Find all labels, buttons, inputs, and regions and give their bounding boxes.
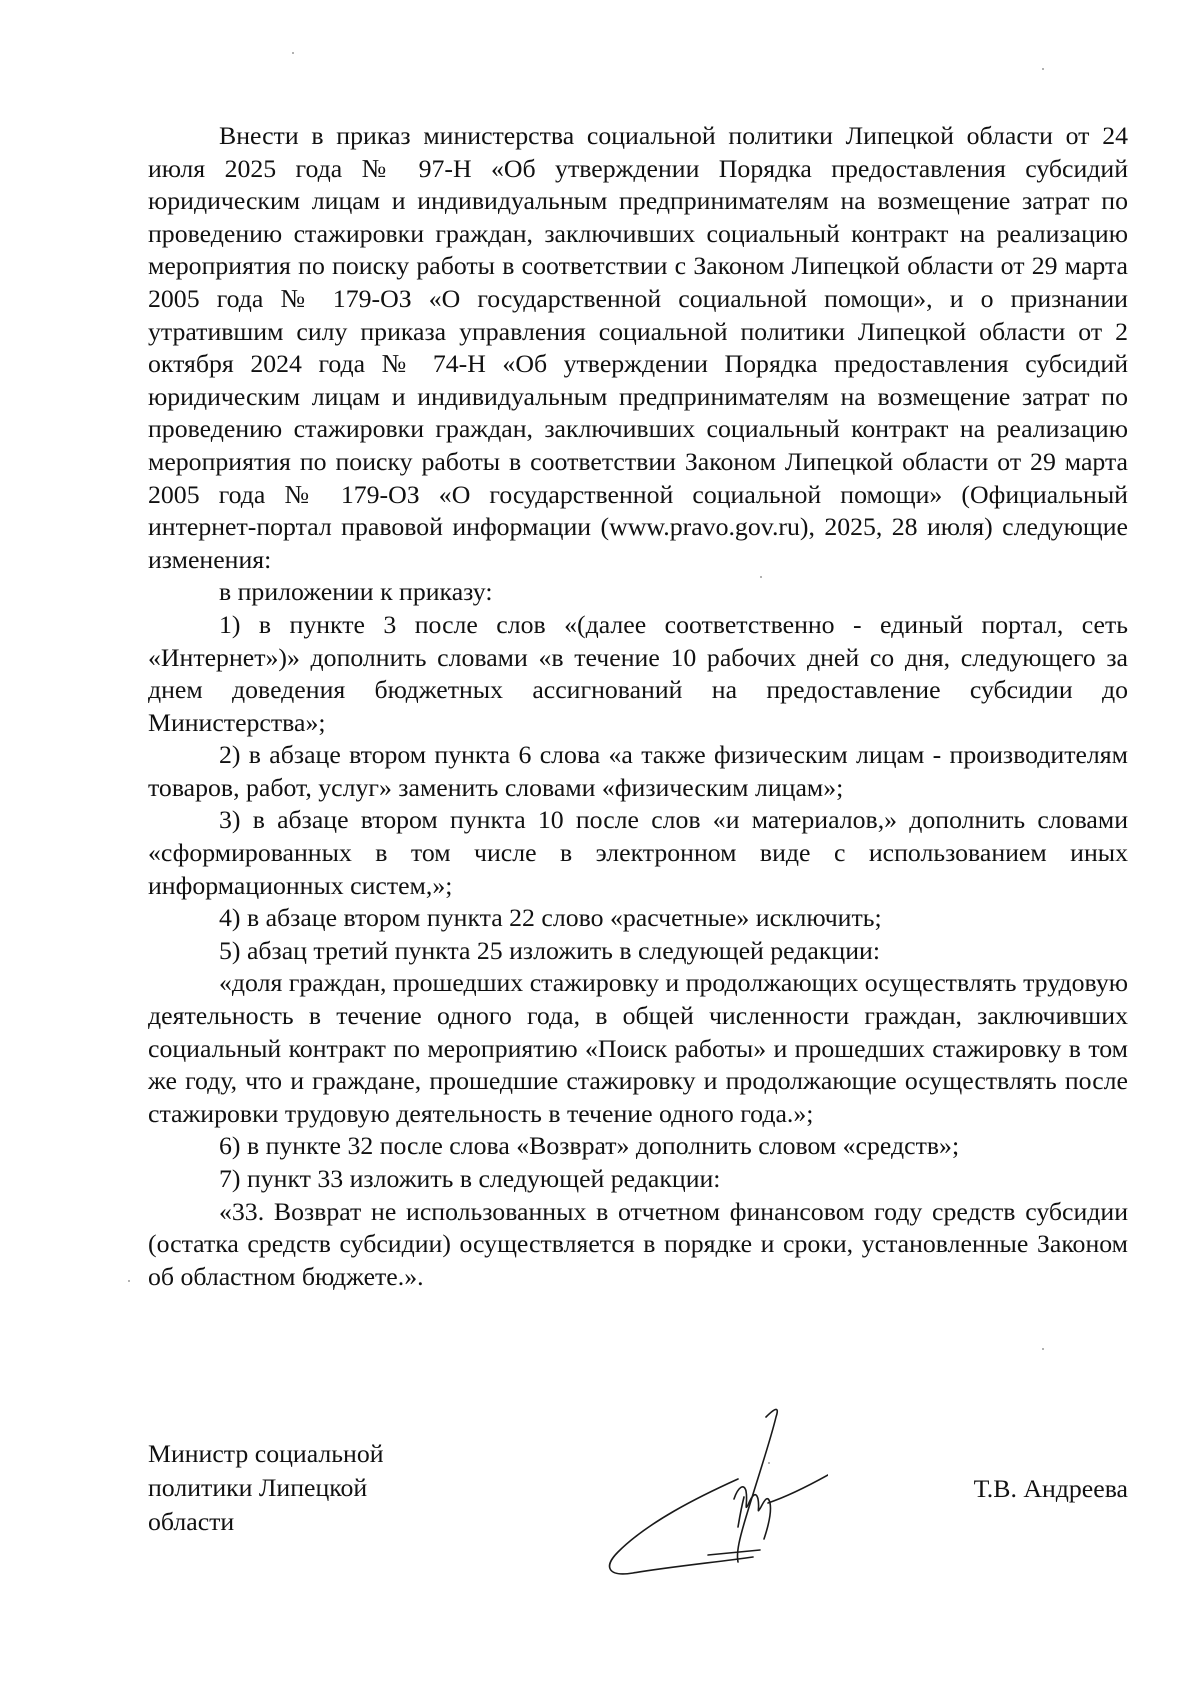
scan-speck	[292, 52, 294, 54]
scan-speck	[128, 1280, 130, 1282]
amendment-item-7-text: «33. Возврат не использованных в отчетном финансовом году средств субсидии (остатка средств субсидии) осуществляется в порядке и сроки, установленные Законом об областном бюджете.».	[148, 1196, 1128, 1291]
scan-speck	[1042, 1348, 1044, 1350]
scan-speck	[760, 576, 762, 578]
signer-title-line: Министр социальной	[148, 1439, 384, 1468]
signer-title	[148, 1437, 448, 1539]
amendment-item-1: 1) в пункте 3 после слов «(далее соответственно - единый портал, сеть «Интернет»)» дополнить словами «в течение 10 рабочих дней со дня, следующего за днем доведения бюджетных ассигнований на предоставление субсидии до Министерства»;	[148, 609, 1128, 737]
signer-name: Т.В. Андреева	[973, 1474, 1128, 1503]
scan-speck	[1042, 68, 1044, 70]
document-body	[148, 120, 1128, 1293]
amendment-item-5-text: «доля граждан, прошедших стажировку и продолжающих осуществлять трудовую деятельность в течение одного года, в общей численности граждан, заключивших социальный контракт по мероприятию «Поиск работы» и прошедших стажировку в том же году, что и граждане, прошедшие стажировку и продолжающие осуществлять после стажировки трудовую деятельность в течение одного года.»;	[148, 968, 1128, 1128]
signature-block	[148, 1437, 1128, 1597]
amendment-item-3: 3) в абзаце втором пункта 10 после слов «и материалов,» дополнить словами «сформированных в том числе в электронном виде с использованием иных информационных систем,»;	[148, 805, 1128, 900]
amendment-item-2: 2) в абзаце втором пункта 6 слова «а также физическим лицам - производителям товаров, работ, услуг» заменить словами «физическим лицам»;	[148, 740, 1128, 802]
appendix-paragraph: в приложении к приказу:	[219, 577, 493, 607]
amendment-item-4: 4) в абзаце втором пункта 22 слово «расчетные» исключить;	[219, 903, 882, 933]
handwritten-signature	[588, 1387, 828, 1587]
intro-paragraph: Внести в приказ министерства социальной политики Липецкой области от 24 июля 2025 года № 97-Н «Об утверждении Порядка предоставления субсидий юридическим лицам и индивидуальным предпринимателям на возмещение затрат по проведению стажировки граждан, заключивших социальный контракт на реализацию мероприятия по поиску работы в соответствии с Законом Липецкой области от 29 марта 2005 года № 179-ОЗ «О государственной социальной помощи», и о признании утратившим силу приказа управления социальной политики Липецкой области от 2 октября 2024 года № 74-Н «Об утверждении Порядка предоставления субсидий юридическим лицам и индивидуальным предпринимателям на возмещение затрат по проведению стажировки граждан, заключивших социальный контракт на реализацию мероприятия по поиску работы в соответствии Законом Липецкой области от 29 марта 2005 года № 179-ОЗ «О государственной социальной помощи» (Официальный интернет-портал правовой информации (www.pravo.gov.ru), 2025, 28 июля) следующие изменения:	[148, 121, 1128, 574]
signer-title-line: политики Липецкой	[148, 1473, 368, 1502]
amendment-item-5: 5) абзац третий пункта 25 изложить в следующей редакции:	[219, 935, 880, 965]
amendment-item-6: 6) в пункте 32 после слова «Возврат» дополнить словом «средств»;	[219, 1131, 960, 1161]
amendment-item-7: 7) пункт 33 изложить в следующей редакции:	[219, 1164, 721, 1193]
signer-title-line: области	[148, 1507, 235, 1536]
scan-speck	[768, 1462, 770, 1464]
